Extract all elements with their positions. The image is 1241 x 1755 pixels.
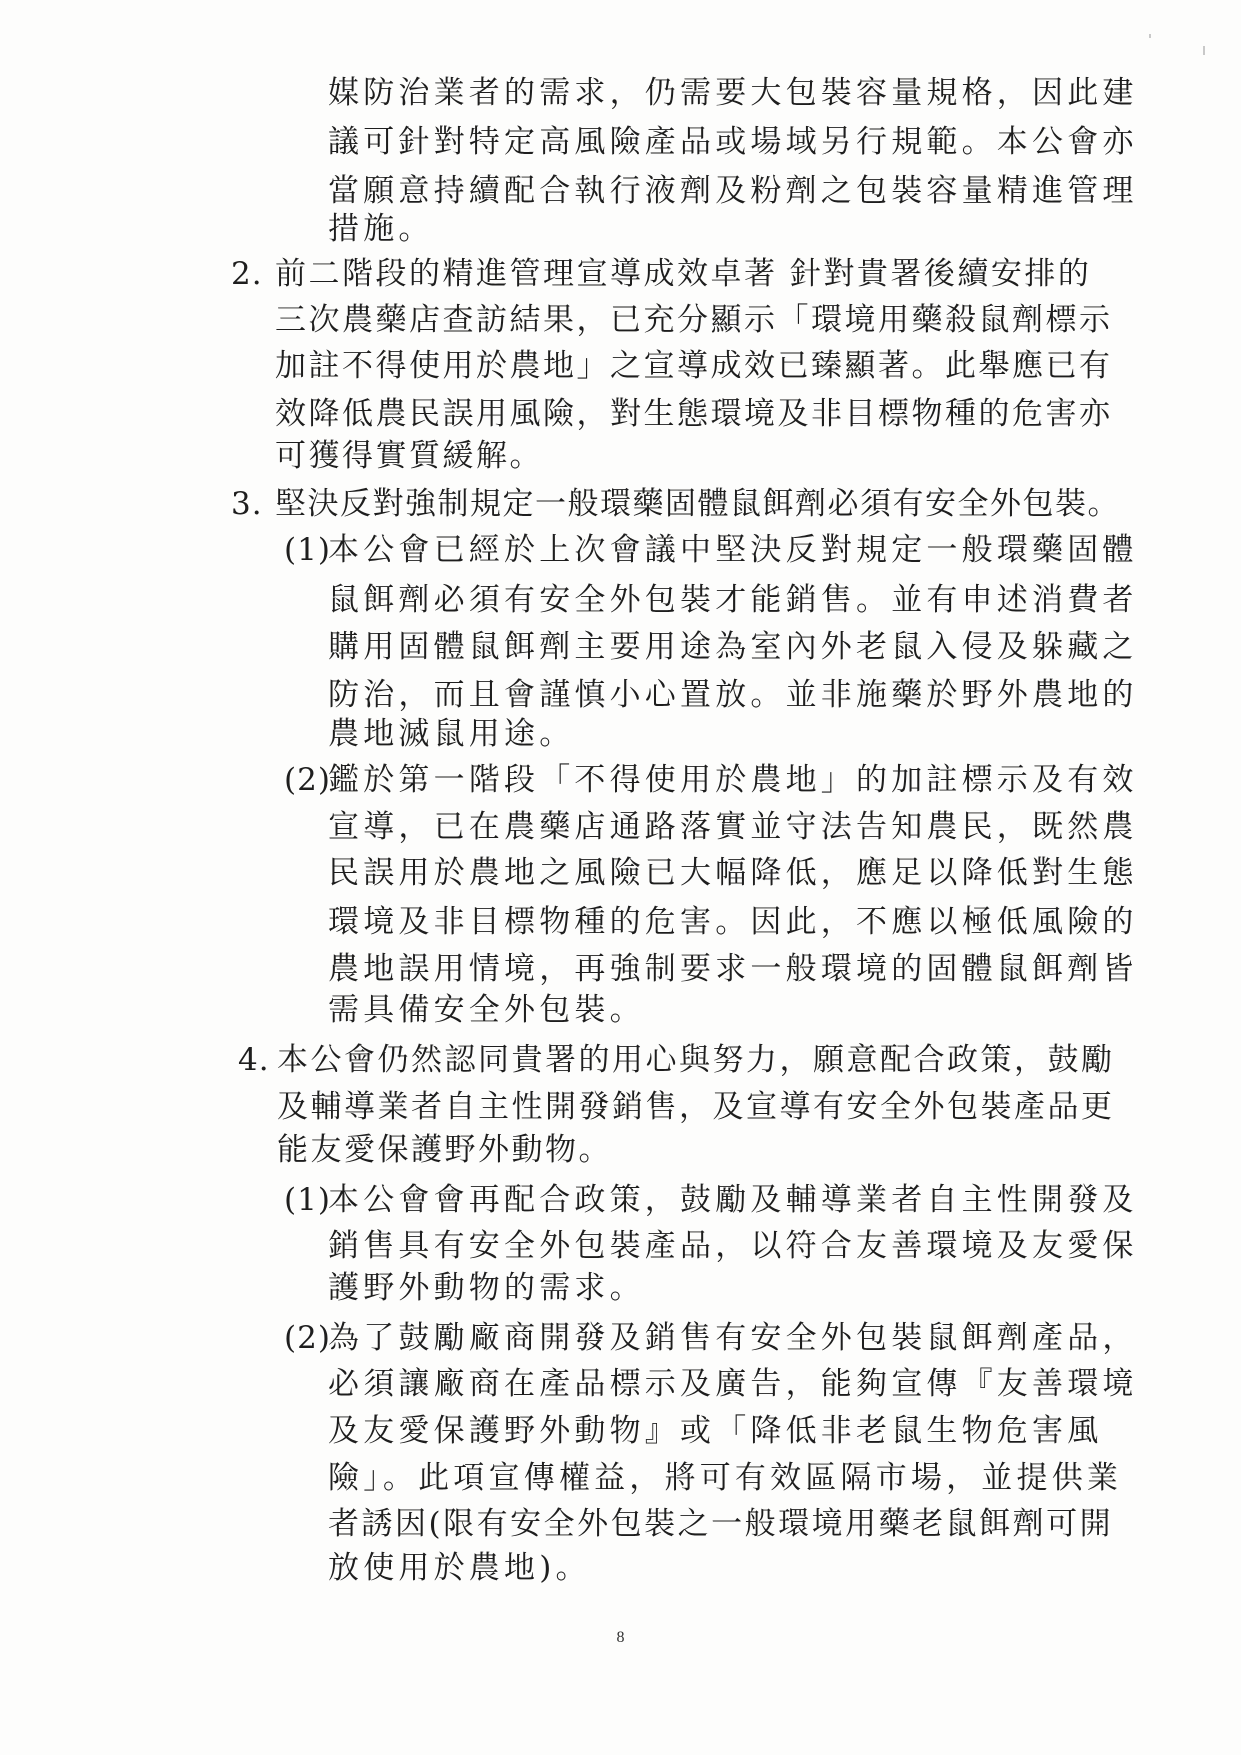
sub-item-number: (1) [284,532,331,568]
page-number: 8 [616,1629,625,1646]
sub-item-line: 者誘因(限有安全外包裝之一般環境用藥老鼠餌劑可開 [328,1506,1114,1542]
sub-item-line: 環境及非目標物種的危害。因此，不應以極低風險的 [328,904,1138,940]
sub-item-line: 需具備安全外包裝。 [328,992,645,1028]
list-item-line: 能友愛保護野外動物。 [277,1132,612,1168]
list-item-line: 及輔導業者自主性開發銷售，及宣導有安全外包裝產品更 [277,1089,1115,1125]
list-item-number: 4. [238,1042,270,1078]
sub-item-number: (2) [284,1320,331,1356]
sub-item-line: 放使用於農地)。 [328,1550,591,1586]
sub-item-line: 農地誤用情境，再強制要求一般環境的固體鼠餌劑皆 [328,951,1138,987]
sub-item-line: 鼠餌劑必須有安全外包裝才能銷售。並有申述消費者 [328,582,1138,618]
intro-line: 媒防治業者的需求，仍需要大包裝容量規格，因此建 [328,75,1138,111]
sub-item-line: 鑑於第一階段「不得使用於農地」的加註標示及有效 [328,762,1138,798]
sub-item-line: 購用固體鼠餌劑主要用途為室內外老鼠入侵及躲藏之 [328,629,1138,665]
intro-line: 措施。 [328,211,434,247]
scan-artifact-mark [1149,34,1151,38]
sub-item-number: (2) [284,762,331,798]
sub-item-line: 本公會會再配合政策，鼓勵及輔導業者自主性開發及 [328,1182,1138,1218]
list-item-number: 3. [231,486,263,522]
sub-item-line: 民誤用於農地之風險已大幅降低，應足以降低對生態 [328,855,1138,891]
intro-line: 議可針對特定高風險產品或場域另行規範。本公會亦 [328,124,1138,160]
sub-item-number: (1) [284,1182,331,1218]
list-item-line: 堅決反對強制規定一般環藥固體鼠餌劑必須有安全外包裝。 [275,486,1120,522]
sub-item-line: 及友愛保護野外動物』或「降低非老鼠生物危害風 [328,1413,1103,1449]
sub-item-line: 防治，而且會謹慎小心置放。並非施藥於野外農地的 [328,677,1138,713]
list-item-line: 前二階段的精進管理宣導成效卓著 針對貴署後續安排的 [275,256,1092,292]
sub-item-line: 險」。此項宣傳權益，將可有效區隔市場，並提供業 [328,1460,1123,1496]
list-item-line: 可獲得實質緩解。 [275,438,543,474]
list-item-line: 加註不得使用於農地」之宣導成效已臻顯著。此舉應已有 [275,348,1113,384]
list-item-line: 本公會仍然認同貴署的用心與努力，願意配合政策，鼓勵 [277,1042,1115,1078]
list-item-line: 三次農藥店查訪結果，已充分顯示「環境用藥殺鼠劑標示 [275,302,1113,338]
sub-item-line: 銷售具有安全外包裝產品，以符合友善環境及友愛保 [328,1228,1138,1264]
intro-line: 當願意持續配合執行液劑及粉劑之包裝容量精進管理 [328,173,1138,209]
sub-item-line: 為了鼓勵廠商開發及銷售有安全外包裝鼠餌劑產品， [328,1320,1138,1356]
sub-item-line: 護野外動物的需求。 [328,1270,645,1306]
sub-item-line: 必須讓廠商在產品標示及廣告，能夠宣傳『友善環境 [328,1366,1138,1402]
sub-item-line: 農地滅鼠用途。 [328,716,575,752]
sub-item-line: 本公會已經於上次會議中堅決反對規定一般環藥固體 [328,532,1138,568]
sub-item-line: 宣導，已在農藥店通路落實並守法告知農民，既然農 [328,809,1138,845]
scan-artifact-mark [1203,46,1205,55]
list-item-line: 效降低農民誤用風險，對生態環境及非目標物種的危害亦 [275,396,1113,432]
list-item-number: 2. [231,256,263,292]
